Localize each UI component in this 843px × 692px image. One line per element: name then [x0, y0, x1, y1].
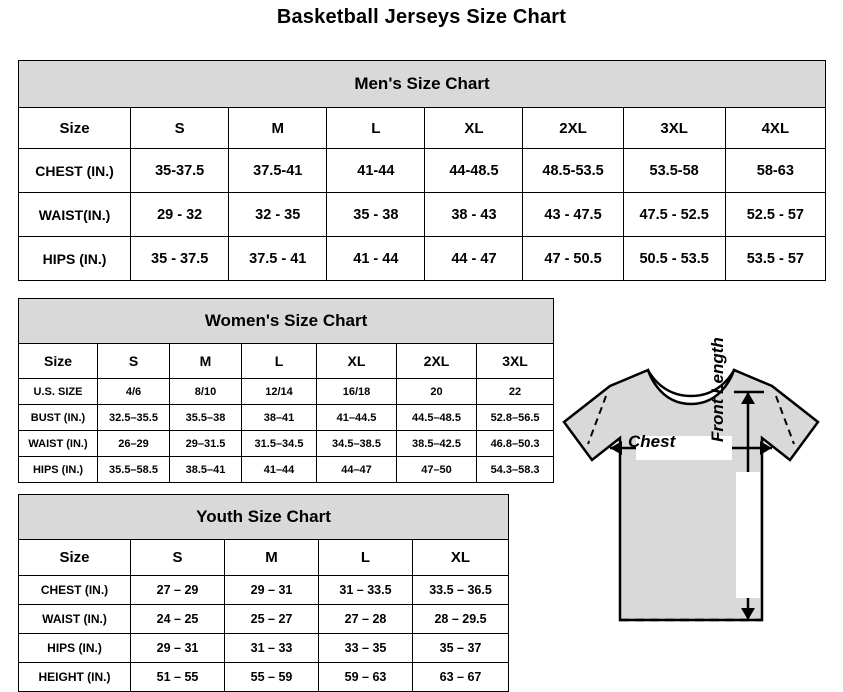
- column-header: XL: [425, 108, 523, 149]
- row-label: WAIST (IN.): [19, 605, 131, 634]
- table-cell: 32.5–35.5: [98, 405, 170, 431]
- table-cell: 43 - 47.5: [523, 193, 623, 237]
- mens-size-chart-table: [18, 60, 826, 281]
- jersey-shirt-illustration: [548, 352, 840, 672]
- table-cell: 50.5 - 53.5: [623, 237, 725, 281]
- table-cell: 16/18: [317, 379, 397, 405]
- table-cell: 26–29: [98, 431, 170, 457]
- row-label: BUST (IN.): [19, 405, 98, 431]
- table-row: [19, 663, 509, 692]
- table-cell: 35 – 37: [413, 634, 509, 663]
- table-cell: 24 – 25: [131, 605, 225, 634]
- table-cell: 52.8–56.5: [477, 405, 554, 431]
- womens-table-caption: Women's Size Chart: [19, 299, 554, 344]
- table-cell: 38–41: [242, 405, 317, 431]
- table-cell: 33.5 – 36.5: [413, 576, 509, 605]
- table-cell: 55 – 59: [225, 663, 319, 692]
- table-row: [19, 634, 509, 663]
- table-cell: 31 – 33: [225, 634, 319, 663]
- table-cell: 44-48.5: [425, 149, 523, 193]
- column-header: 2XL: [397, 344, 477, 379]
- table-cell: 38 - 43: [425, 193, 523, 237]
- row-label: WAIST(IN.): [19, 193, 131, 237]
- table-cell: 63 – 67: [413, 663, 509, 692]
- table-header-row: [19, 344, 554, 379]
- table-row: [19, 431, 554, 457]
- table-cell: 44 - 47: [425, 237, 523, 281]
- table-cell: 25 – 27: [225, 605, 319, 634]
- table-cell: 47.5 - 52.5: [623, 193, 725, 237]
- front-length-label: Front Length: [708, 337, 727, 442]
- table-header-row: [19, 540, 509, 576]
- table-cell: 47–50: [397, 457, 477, 483]
- column-header: S: [98, 344, 170, 379]
- column-header: L: [242, 344, 317, 379]
- table-cell: 8/10: [170, 379, 242, 405]
- column-header: XL: [413, 540, 509, 576]
- row-label: CHEST (IN.): [19, 576, 131, 605]
- table-cell: 53.5-58: [623, 149, 725, 193]
- table-cell: 28 – 29.5: [413, 605, 509, 634]
- row-label: HIPS (IN.): [19, 634, 131, 663]
- table-cell: 22: [477, 379, 554, 405]
- table-caption-row: [19, 61, 826, 108]
- table-header-row: [19, 108, 826, 149]
- table-cell: 27 – 29: [131, 576, 225, 605]
- table-row: [19, 605, 509, 634]
- chest-label: Chest: [628, 432, 676, 451]
- table-cell: 35.5–38: [170, 405, 242, 431]
- table-cell: 32 - 35: [229, 193, 327, 237]
- womens-size-chart-table: [18, 298, 554, 483]
- table-caption-row: [19, 495, 509, 540]
- column-header: M: [229, 108, 327, 149]
- row-label: WAIST (IN.): [19, 431, 98, 457]
- column-header: M: [170, 344, 242, 379]
- table-cell: 41–44: [242, 457, 317, 483]
- table-row: [19, 237, 826, 281]
- table-cell: 53.5 - 57: [725, 237, 825, 281]
- row-label: CHEST (IN.): [19, 149, 131, 193]
- table-cell: 29 – 31: [131, 634, 225, 663]
- column-header: XL: [317, 344, 397, 379]
- table-row: [19, 457, 554, 483]
- table-row: [19, 149, 826, 193]
- table-row: [19, 576, 509, 605]
- table-cell: 41–44.5: [317, 405, 397, 431]
- table-cell: 33 – 35: [319, 634, 413, 663]
- column-header: Size: [19, 108, 131, 149]
- page-title: Basketball Jerseys Size Chart: [276, 6, 567, 28]
- table-caption-row: [19, 299, 554, 344]
- table-cell: 47 - 50.5: [523, 237, 623, 281]
- row-label: U.S. SIZE: [19, 379, 98, 405]
- table-cell: 29 - 32: [131, 193, 229, 237]
- youth-size-chart-table: [18, 494, 509, 692]
- table-cell: 58-63: [725, 149, 825, 193]
- table-cell: 38.5–41: [170, 457, 242, 483]
- youth-table-caption: Youth Size Chart: [19, 495, 509, 540]
- front-length-label-backing: [736, 472, 760, 598]
- table-cell: 20: [397, 379, 477, 405]
- table-cell: 51 – 55: [131, 663, 225, 692]
- column-header: 3XL: [477, 344, 554, 379]
- table-cell: 38.5–42.5: [397, 431, 477, 457]
- table-row: [19, 193, 826, 237]
- table-cell: 44–47: [317, 457, 397, 483]
- column-header: M: [225, 540, 319, 576]
- table-cell: 35 - 37.5: [131, 237, 229, 281]
- column-header: 3XL: [623, 108, 725, 149]
- table-cell: 44.5–48.5: [397, 405, 477, 431]
- table-cell: 29 – 31: [225, 576, 319, 605]
- table-cell: 12/14: [242, 379, 317, 405]
- jersey-measurement-diagram: [548, 337, 840, 672]
- table-cell: 37.5 - 41: [229, 237, 327, 281]
- column-header: Size: [19, 344, 98, 379]
- table-cell: 59 – 63: [319, 663, 413, 692]
- table-cell: 35.5–58.5: [98, 457, 170, 483]
- row-label: HIPS (IN.): [19, 457, 98, 483]
- row-label: HEIGHT (IN.): [19, 663, 131, 692]
- column-header: Size: [19, 540, 131, 576]
- table-cell: 52.5 - 57: [725, 193, 825, 237]
- column-header: S: [131, 108, 229, 149]
- table-row: [19, 379, 554, 405]
- column-header: L: [319, 540, 413, 576]
- column-header: S: [131, 540, 225, 576]
- table-cell: 46.8–50.3: [477, 431, 554, 457]
- table-cell: 54.3–58.3: [477, 457, 554, 483]
- table-cell: 35-37.5: [131, 149, 229, 193]
- table-cell: 31.5–34.5: [242, 431, 317, 457]
- column-header: 2XL: [523, 108, 623, 149]
- column-header: L: [327, 108, 425, 149]
- table-cell: 4/6: [98, 379, 170, 405]
- table-cell: 34.5–38.5: [317, 431, 397, 457]
- mens-table-caption: Men's Size Chart: [19, 61, 826, 108]
- table-cell: 29–31.5: [170, 431, 242, 457]
- table-cell: 37.5-41: [229, 149, 327, 193]
- column-header: 4XL: [725, 108, 825, 149]
- table-cell: 41-44: [327, 149, 425, 193]
- table-cell: 41 - 44: [327, 237, 425, 281]
- table-cell: 35 - 38: [327, 193, 425, 237]
- table-cell: 31 – 33.5: [319, 576, 413, 605]
- table-row: [19, 405, 554, 431]
- row-label: HIPS (IN.): [19, 237, 131, 281]
- table-cell: 27 – 28: [319, 605, 413, 634]
- table-cell: 48.5-53.5: [523, 149, 623, 193]
